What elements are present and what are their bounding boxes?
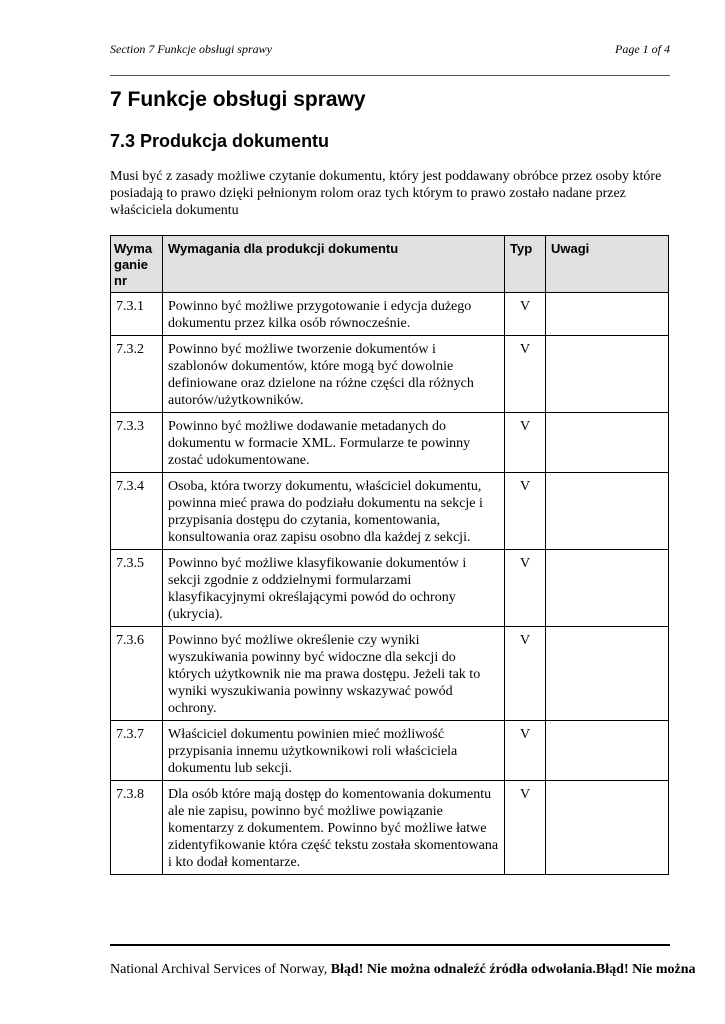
column-header-nr: Wyma ganie nr [111, 236, 163, 293]
requirement-text: Powinno być możliwe dodawanie metadanych do dokumentu w formacie XML. Formularze te powinny zostać udokumentowane. [163, 413, 505, 473]
footer-organization: National Archival Services of Norway, [110, 962, 331, 977]
requirement-type: V [505, 550, 546, 627]
requirement-text: Dla osób które mają dostęp do komentowania dokumentu ale nie zapisu, powinno być możliwe powiązanie komentarzy z dokumentem. Powinno być możliwe łatwe zidentyfikowanie która część tekstu została skomentowana i kto dodał komentarze. [163, 781, 505, 875]
table-row [111, 781, 669, 875]
footer-reference-error: Błąd! Nie można odnaleźć źródła odwołania.Błąd! Nie można [330, 962, 696, 977]
requirement-number: 7.3.5 [111, 550, 163, 627]
table-row [111, 721, 669, 781]
table-row [111, 413, 669, 473]
table-header-row [111, 236, 669, 293]
requirement-text: Powinno być możliwe tworzenie dokumentów i szablonów dokumentów, które mogą być dowolnie definiowane oraz dzielone na różne części dla różnych autorów/użytkowników. [163, 336, 505, 413]
requirement-number: 7.3.4 [111, 473, 163, 550]
requirement-number: 7.3.2 [111, 336, 163, 413]
footer-divider [110, 944, 670, 946]
requirement-number: 7.3.6 [111, 627, 163, 721]
header-divider [110, 75, 670, 76]
requirement-text: Osoba, która tworzy dokumentu, właściciel dokumentu, powinna mieć prawa do podziału dokumentu na sekcje i przypisania dostępu do czytania, komentowania, konsultowania oraz zapisu osobno dla każdej z sekcji. [163, 473, 505, 550]
requirement-remarks [546, 473, 669, 550]
requirement-text: Powinno być możliwe klasyfikowanie dokumentów i sekcji zgodnie z oddzielnymi formularzami klasyfikacyjnymi określającymi powód do ochrony (ukrycia). [163, 550, 505, 627]
header-section-title: Section 7 Funkcje obsługi sprawy [110, 42, 272, 56]
requirement-type: V [505, 473, 546, 550]
requirement-remarks [546, 336, 669, 413]
requirements-table [110, 235, 669, 875]
column-header-remarks: Uwagi [546, 236, 669, 293]
section-heading: 7 Funkcje obsługi sprawy [110, 88, 366, 111]
requirement-text: Powinno być możliwe przygotowanie i edycja dużego dokumentu przez kilka osób równocześnie. [163, 293, 505, 336]
requirement-remarks [546, 550, 669, 627]
requirement-number: 7.3.8 [111, 781, 163, 875]
requirement-number: 7.3.7 [111, 721, 163, 781]
table-row [111, 293, 669, 336]
requirement-number: 7.3.3 [111, 413, 163, 473]
requirement-text: Właściciel dokumentu powinien mieć możliwość przypisania innemu użytkownikowi roli właściciela dokumentu lub sekcji. [163, 721, 505, 781]
requirement-type: V [505, 721, 546, 781]
intro-paragraph: Musi być z zasady możliwe czytanie dokumentu, który jest poddawany obróbce przez osoby które posiadają to prawo dzięki pełnionym rolom oraz tych którym to prawo zostało nadane przez właściciela dokumentu [110, 169, 662, 218]
requirement-number: 7.3.1 [111, 293, 163, 336]
requirement-type: V [505, 336, 546, 413]
table-row [111, 336, 669, 413]
requirement-text: Powinno być możliwe określenie czy wyniki wyszukiwania powinny być widoczne dla sekcji do których użytkownik nie ma prawa dostępu. Jeżeli tak to wyniki wyszukiwania powinny wskazywać powód ochrony. [163, 627, 505, 721]
requirement-type: V [505, 627, 546, 721]
header-page-number: Page 1 of 4 [615, 42, 670, 56]
requirement-remarks [546, 293, 669, 336]
requirement-type: V [505, 293, 546, 336]
table-row [111, 627, 669, 721]
page-header [110, 42, 670, 57]
requirement-remarks [546, 413, 669, 473]
table-row [111, 473, 669, 550]
subsection-heading: 7.3 Produkcja dokumentu [110, 131, 330, 151]
table-row [111, 550, 669, 627]
requirement-type: V [505, 413, 546, 473]
column-header-type: Typ [505, 236, 546, 293]
page-footer [110, 962, 725, 978]
requirement-remarks [546, 781, 669, 875]
requirement-type: V [505, 781, 546, 875]
requirement-remarks [546, 721, 669, 781]
column-header-requirement: Wymagania dla produkcji dokumentu [163, 236, 505, 293]
requirement-remarks [546, 627, 669, 721]
